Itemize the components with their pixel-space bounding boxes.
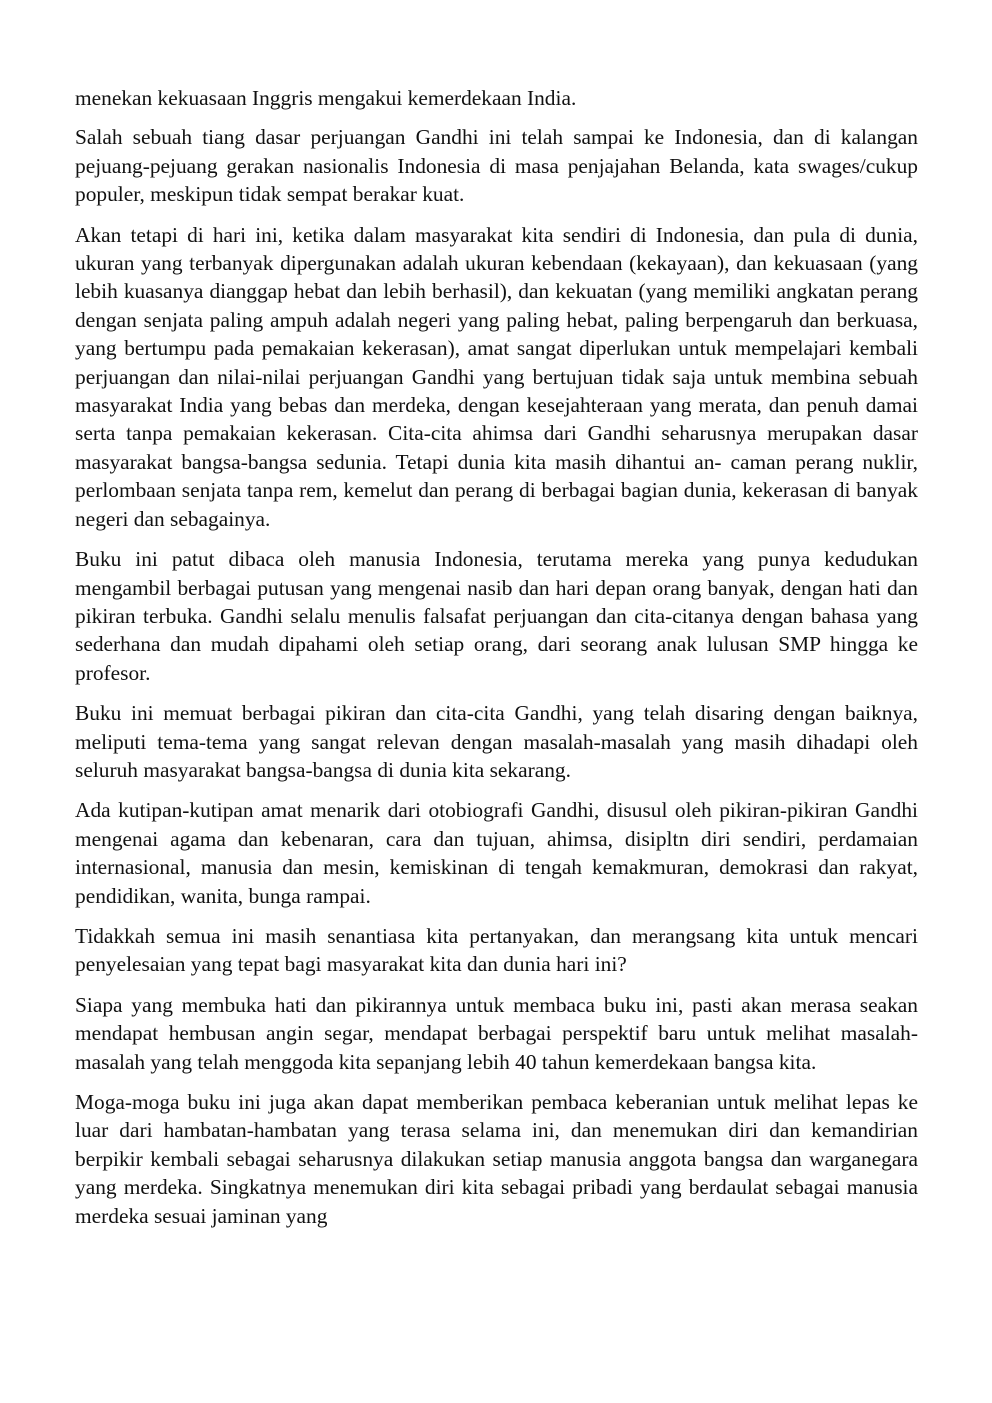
paragraph-6: Ada kutipan-kutipan amat menarik dari otobiografi Gandhi, disusul oleh pikiran-pikiran Gandhi mengenai agama dan kebenaran, cara dan tujuan, ahimsa, disipltn diri sendiri, perdamaian internasional, manusia dan mesin, kemiskinan di tengah kemakmuran, demokrasi dan rakyat, pendidikan, wanita, bunga rampai. [75, 798, 918, 908]
paragraph-4: Buku ini patut dibaca oleh manusia Indonesia, terutama mereka yang punya kedudukan mengambil berbagai putusan yang mengenai nasib dan hari depan orang banyak, dengan hati dan pikiran terbuka. Gandhi selalu menulis falsafat perjuangan dan cita-citanya dengan bahasa yang sederhana dan mudah dipahami oleh setiap orang, dari seorang anak lulusan SMP hingga ke profesor. [75, 547, 918, 685]
paragraph-7: Tidakkah semua ini masih senantiasa kita pertanyakan, dan merangsang kita untuk mencari penyelesaian yang tepat bagi masyarakat kita dan dunia hari ini? [75, 923, 918, 977]
paragraph-5: Buku ini memuat berbagai pikiran dan cita-cita Gandhi, yang telah disaring dengan baiknya, meliputi tema-tema yang sangat relevan dengan masalah-masalah yang masih dihadapi oleh seluruh masyarakat bangsa-bangsa di dunia kita sekarang. [75, 701, 918, 782]
paragraph-3: Akan tetapi di hari ini, ketika dalam masyarakat kita sendiri di Indonesia, dan pula di dunia, ukuran yang terbanyak dipergunakan adalah ukuran kebendaan (kekayaan), dan kekuasaan (yang lebih kuasanya dianggap hebat dan lebih berhasil), dan kekuatan (yang memiliki angkatan perang dengan senjata paling ampuh adalah negeri yang paling hebat, paling berpengaruh dan berkuasa, yang bertumpu pada pemakaian kekerasan), amat sangat diperlukan untuk mempelajari kembali perjuangan dan nilai-nilai perjuangan Gandhi yang bertujuan tidak saja untuk membina sebuah masyarakat India yang bebas dan merdeka, dengan kesejahteraan yang merata, dan penuh damai serta tanpa pemakaian kekerasan. Cita-cita ahimsa dari Gandhi seharusnya merupakan dasar masyarakat bangsa-bangsa sedunia. Tetapi dunia kita masih dihantui an- caman perang nuklir, perlombaan senjata tanpa rem, kemelut dan perang di berbagai bagian dunia, kekerasan di banyak negeri dan sebagainya. [75, 222, 918, 531]
paragraph-1: menekan kekuasaan Inggris mengakui kemerdekaan India. [75, 86, 577, 110]
paragraph-8: Siapa yang membuka hati dan pikirannya untuk membaca buku ini, pasti akan merasa seakan mendapat hembusan angin segar, mendapat berbagai perspektif baru untuk melihat masalah-masalah yang telah menggoda kita sepanjang lebih 40 tahun kemerdekaan bangsa kita. [75, 992, 918, 1074]
paragraph-2: Salah sebuah tiang dasar perjuangan Gandhi ini telah sampai ke Indonesia, dan di kalangan pejuang-pejuang gerakan nasionalis Indonesia di masa penjajahan Belanda, kata swages/cukup populer, meskipun tidak sempat berakar kuat. [75, 125, 918, 207]
document-page [75, 84, 918, 1242]
paragraph-9: Moga-moga buku ini juga akan dapat memberikan pembaca keberanian untuk melihat lepas ke luar dari hambatan-hambatan yang terasa selama ini, dan menemukan diri dan kemandirian berpikir kembali sebagai seharusnya dilakukan setiap manusia anggota bangsa dan warganegara yang merdeka. Singkatnya menemukan diri kita sebagai pribadi yang berdaulat sebagai manusia merdeka sesuai jaminan yang [75, 1090, 918, 1228]
